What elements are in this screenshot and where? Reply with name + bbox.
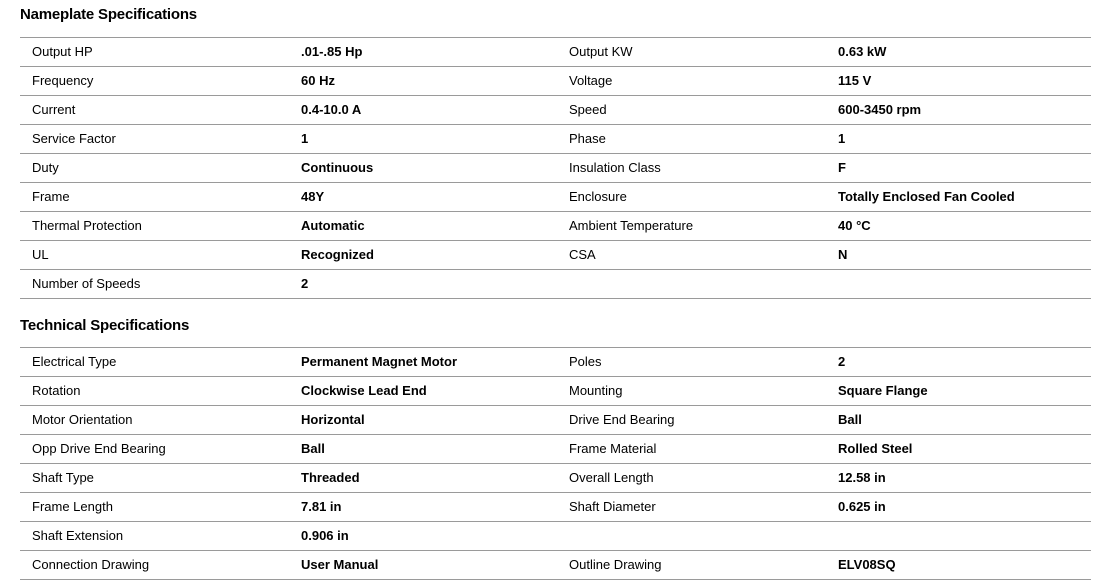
spec-value: 1 bbox=[301, 131, 309, 146]
spec-value: Square Flange bbox=[838, 383, 928, 398]
spec-label: Mounting bbox=[569, 383, 623, 398]
spec-label: Connection Drawing bbox=[32, 557, 150, 572]
spec-label: Motor Orientation bbox=[32, 412, 133, 427]
spec-label: Overall Length bbox=[569, 470, 654, 485]
spec-value: 0.63 kW bbox=[838, 44, 887, 59]
spec-value: 2 bbox=[838, 354, 846, 369]
spec-row bbox=[20, 125, 1091, 154]
spec-row bbox=[20, 406, 1091, 435]
spec-value: .01-.85 Hp bbox=[301, 44, 363, 59]
spec-row bbox=[20, 270, 1091, 299]
spec-row bbox=[20, 551, 1091, 580]
spec-label: Current bbox=[32, 102, 76, 117]
spec-value: Continuous bbox=[301, 160, 374, 175]
spec-value: 2 bbox=[301, 276, 309, 291]
spec-label: Ambient Temperature bbox=[569, 218, 694, 233]
spec-value: 0.906 in bbox=[301, 528, 349, 543]
spec-value: 115 V bbox=[838, 73, 872, 88]
spec-value: 7.81 in bbox=[301, 499, 342, 514]
spec-value: Ball bbox=[301, 441, 325, 456]
spec-value: Permanent Magnet Motor bbox=[301, 354, 458, 369]
spec-value: Ball bbox=[838, 412, 862, 427]
spec-label: Enclosure bbox=[569, 189, 627, 204]
spec-row bbox=[20, 96, 1091, 125]
spec-value: 40 °C bbox=[838, 218, 871, 233]
spec-value: 1 bbox=[838, 131, 846, 146]
spec-row bbox=[20, 493, 1091, 522]
spec-label: Number of Speeds bbox=[32, 276, 141, 291]
spec-value: Clockwise Lead End bbox=[301, 383, 427, 398]
spec-row bbox=[20, 212, 1091, 241]
spec-value: Threaded bbox=[301, 470, 360, 485]
spec-row bbox=[20, 154, 1091, 183]
spec-label: Output KW bbox=[569, 44, 633, 59]
spec-label: Frame Length bbox=[32, 499, 113, 514]
spec-value: N bbox=[838, 247, 848, 262]
spec-value: Horizontal bbox=[301, 412, 365, 427]
nameplate-section-title: Nameplate Specifications bbox=[20, 6, 197, 23]
spec-row bbox=[20, 435, 1091, 464]
spec-row bbox=[20, 522, 1091, 551]
spec-label: Speed bbox=[569, 102, 607, 117]
spec-row bbox=[20, 241, 1091, 270]
spec-label: Output HP bbox=[32, 44, 93, 59]
spec-value: F bbox=[838, 160, 846, 175]
spec-label: Shaft Extension bbox=[32, 528, 124, 543]
spec-label: Shaft Diameter bbox=[569, 499, 656, 514]
spec-value: User Manual bbox=[301, 557, 379, 572]
spec-value: 48Y bbox=[301, 189, 325, 204]
spec-value: Totally Enclosed Fan Cooled bbox=[838, 189, 1015, 204]
spec-row bbox=[20, 347, 1091, 377]
spec-value: 0.625 in bbox=[838, 499, 886, 514]
spec-value: 600-3450 rpm bbox=[838, 102, 922, 117]
spec-value: 0.4-10.0 A bbox=[301, 102, 362, 117]
spec-label: Phase bbox=[569, 131, 606, 146]
spec-row bbox=[20, 464, 1091, 493]
spec-value: Automatic bbox=[301, 218, 365, 233]
spec-value: ELV08SQ bbox=[838, 557, 896, 572]
spec-label: Drive End Bearing bbox=[569, 412, 675, 427]
spec-label: Electrical Type bbox=[32, 354, 117, 369]
spec-row bbox=[20, 67, 1091, 96]
spec-label: Voltage bbox=[569, 73, 613, 88]
spec-label: Frame Material bbox=[569, 441, 657, 456]
spec-label: Duty bbox=[32, 160, 59, 175]
spec-label: CSA bbox=[569, 247, 596, 262]
spec-label: UL bbox=[32, 247, 49, 262]
spec-label: Shaft Type bbox=[32, 470, 94, 485]
spec-label: Frame bbox=[32, 189, 70, 204]
technical-section-title: Technical Specifications bbox=[20, 317, 190, 334]
nameplate-spec-table bbox=[20, 37, 1091, 299]
spec-label: Poles bbox=[569, 354, 602, 369]
spec-row bbox=[20, 37, 1091, 67]
spec-row bbox=[20, 183, 1091, 212]
spec-value: 12.58 in bbox=[838, 470, 886, 485]
spec-value: Recognized bbox=[301, 247, 374, 262]
spec-label: Service Factor bbox=[32, 131, 116, 146]
spec-label: Insulation Class bbox=[569, 160, 661, 175]
spec-label: Opp Drive End Bearing bbox=[32, 441, 166, 456]
spec-label: Rotation bbox=[32, 383, 81, 398]
spec-value: Rolled Steel bbox=[838, 441, 913, 456]
spec-value: 60 Hz bbox=[301, 73, 335, 88]
technical-spec-table bbox=[20, 347, 1091, 580]
spec-label: Frequency bbox=[32, 73, 94, 88]
spec-label: Outline Drawing bbox=[569, 557, 662, 572]
spec-label: Thermal Protection bbox=[32, 218, 142, 233]
spec-row bbox=[20, 377, 1091, 406]
